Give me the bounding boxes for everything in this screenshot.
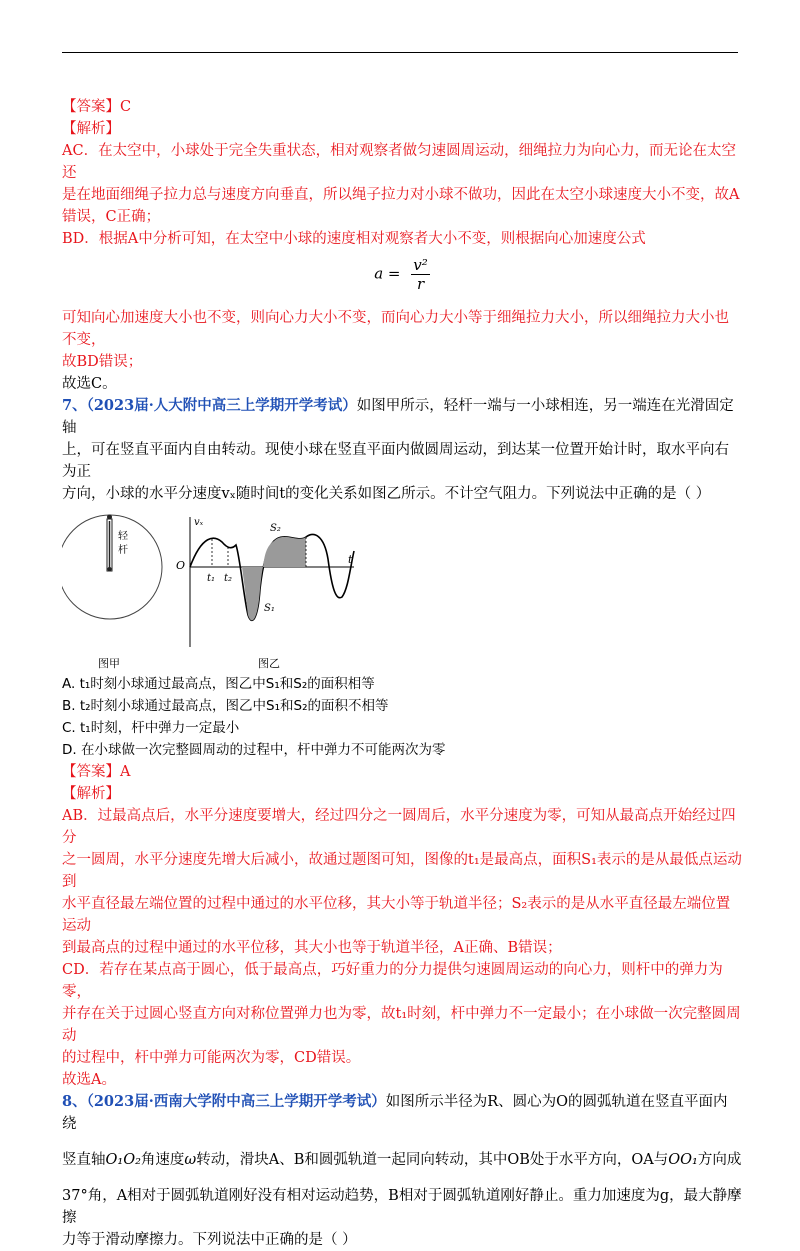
q7-ab-line4: 到最高点的过程中通过的水平位移，其大小也等于轨道半径，A正确、B错误； — [62, 940, 562, 956]
vx-label: vₓ — [194, 517, 204, 528]
prev-analysis: 【解析】 — [62, 121, 120, 137]
formula-numerator: v² — [413, 256, 428, 274]
document-body — [62, 96, 742, 1251]
header-rule — [62, 52, 738, 53]
prev-bd-line2: 可知向心加速度大小也不变，则向心力大小不变，而向心力大小等于细绳拉力大小，所以细绳拉力大小也不变， — [62, 310, 729, 348]
prev-ac-line3: 错误，C正确； — [62, 209, 161, 225]
s1-label: S₁ — [264, 603, 275, 614]
q7-stem1: 如图甲所示，轻杆一端与一小球相连，另一端连在光滑固定轴 — [62, 398, 734, 436]
q8-stem-line1 — [62, 1091, 742, 1135]
axis-oo1: OO₁ — [668, 1152, 698, 1168]
q8-number: 8、 — [62, 1093, 87, 1110]
q8-stem-line2: 竖直轴O₁O₂角速度ω转动，滑块A、B和圆弧轨道一起同向转动，其中OB处于水平方向，OA与OO₁方向成 — [62, 1152, 742, 1168]
t1-label: t₁ — [207, 573, 216, 584]
figure-yi — [176, 517, 354, 669]
q8-stem-line3: 37°角，A相对于圆弧轨道刚好没有相对运动趋势，B相对于圆弧轨道刚好静止。重力加速度为g，最大静摩擦 — [62, 1188, 742, 1226]
q8-stem-line4: 力等于滑动摩擦力。下列说法中正确的是（ ） — [62, 1232, 357, 1248]
q7-cd-line3: 的过程中，杆中弹力可能两次为零，CD错误。 — [62, 1050, 361, 1066]
formula-fraction — [411, 256, 430, 293]
q7-stem-line3: 方向，小球的水平分速度vₓ随时间t的变化关系如图乙所示。不计空气阻力。下列说法中正确的是（ ） — [62, 486, 711, 502]
axis-o1o2: O₁O₂ — [105, 1152, 141, 1168]
centripetal-formula — [62, 256, 742, 293]
q7-number: 7、 — [62, 397, 87, 414]
prev-ac-line1: AC．在太空中，小球处于完全失重状态，相对观察者做匀速圆周运动，细绳拉力为向心力，而无论在太空还 — [62, 143, 737, 181]
formula-denominator: r — [416, 275, 425, 293]
q7-source: （2023届·人大附中高三上学期开学考试） — [86, 397, 357, 414]
axis-pivot — [108, 567, 112, 571]
q7-cd-line1: CD．若存在某点高于圆心，低于最高点，巧好重力的分力提供匀速圆周运动的向心力，则杆中的弹力为零， — [62, 962, 723, 1000]
q7-option-a: A. t₁时刻小球通过最高点，图乙中S₁和S₂的面积相等 — [62, 676, 375, 692]
prev-bd-line3: 故BD错误； — [62, 354, 143, 370]
prev-choose: 故选C。 — [62, 376, 117, 392]
prev-answer: 【答案】C — [62, 99, 132, 115]
prev-ac-line2: 是在地面细绳子拉力总与速度方向垂直，所以绳子拉力对小球不做功，因此在太空小球速度大小不变，故A — [62, 187, 740, 203]
rod-label: 轻杆 — [118, 531, 128, 556]
q7-stem-line2: 上，可在竖直平面内自由转动。现使小球在竖直平面内做圆周运动，到达某一位置开始计时，取水平向右为正 — [62, 442, 729, 480]
q7-ab-line2: 之一圆周，水平分速度先增大后减小，故通过题图可知，图像的t₁是最高点，面积S₁表示的是从最低点运动到 — [62, 852, 742, 890]
q7-option-d: D. 在小球做一次完整圆周动的过程中，杆中弹力不可能两次为零 — [62, 742, 446, 758]
q8-stem1: 如图所示半径为R、圆心为O的圆弧轨道在竖直平面内绕 — [62, 1094, 728, 1132]
figure-jia — [62, 515, 162, 670]
prev-bd-line1: BD．根据A中分析可知，在太空中小球的速度相对观察者大小不变，则根据向心加速度公式 — [62, 231, 646, 247]
q7-option-b: B. t₂时刻小球通过最高点，图乙中S₁和S₂的面积不相等 — [62, 698, 389, 714]
s2-label: S₂ — [270, 523, 281, 534]
q7-analysis: 【解析】 — [62, 786, 120, 802]
q7-option-c: C. t₁时刻，杆中弹力一定最小 — [62, 720, 240, 736]
origin-label: O — [176, 559, 186, 572]
t2-label: t₂ — [224, 573, 233, 584]
q7-figure-svg — [62, 509, 362, 669]
q7-ab-line1: AB．过最高点后，水平分速度要增大，经过四分之一圆周后，水平分速度为零，可知从最高点开始经过四分 — [62, 808, 736, 846]
q7-ab-line3: 水平直径最左端位置的过程中通过的水平位移，其大小等于轨道半径；S₂表示的是从水平直径最左端位置运动 — [62, 896, 731, 934]
q8-source: （2023届·西南大学附中高三上学期开学考试） — [86, 1093, 386, 1110]
area-s2 — [263, 537, 306, 567]
omega-symbol: ω — [184, 1152, 197, 1168]
q7-stem-line1 — [62, 395, 742, 439]
q7-choose: 故选A。 — [62, 1072, 116, 1088]
fig-yi-label: 图乙 — [258, 657, 280, 669]
formula-lhs: a = — [374, 264, 401, 283]
q7-cd-line2: 并存在关于过圆心竖直方向对称位置弹力也为零，故t₁时刻，杆中弹力不一定最小；在小球做一次完整圆周动 — [62, 1006, 741, 1044]
q7-answer: 【答案】A — [62, 764, 131, 780]
ball — [107, 515, 112, 520]
t-label: t — [348, 553, 353, 566]
fig-jia-label: 图甲 — [98, 657, 120, 669]
q7-figures — [62, 509, 742, 669]
